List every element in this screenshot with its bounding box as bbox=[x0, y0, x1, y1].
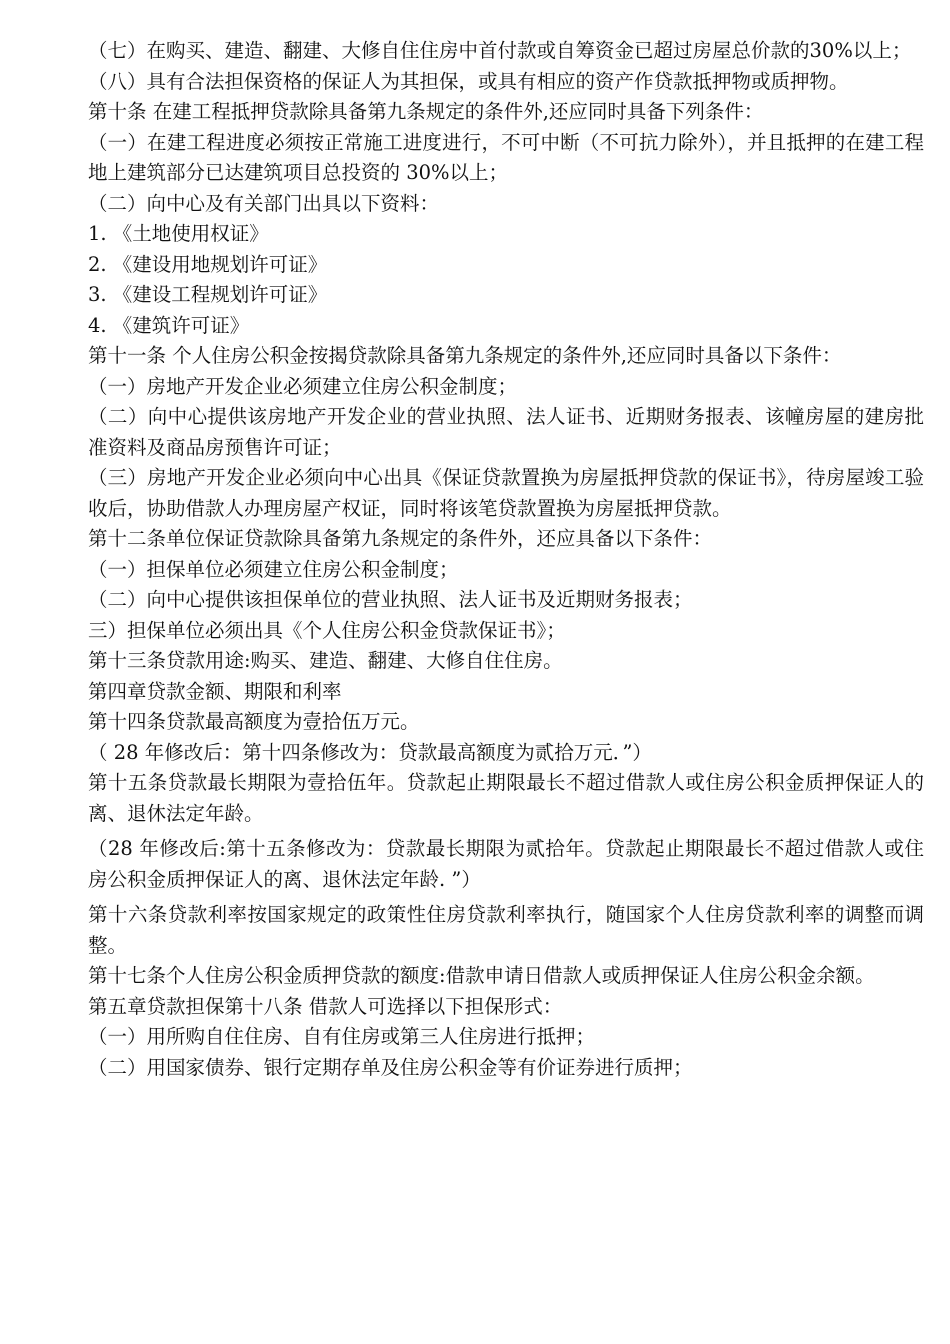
article-11-item-3: （三）房地产开发企业必须向中心出具《保证贷款置换为房屋抵押贷款的保证书》，待房屋竣工验收后，协助借款人办理房屋产权证，同时将该笔贷款置换为房屋抵押贷款。 bbox=[88, 466, 924, 520]
list-item-2: 2. 《建设用地规划许可证》 bbox=[88, 252, 328, 276]
article-15: 第十五条贷款最长期限为壹拾伍年。贷款起止期限最长不超过借款人或住房公积金质押保证人的离、退休法定年龄。 bbox=[88, 771, 924, 825]
article-16: 第十六条贷款利率按国家规定的政策性住房贷款利率执行，随国家个人住房贷款利率的调整而调整。 bbox=[88, 903, 924, 957]
article-12-item-3: 三）担保单位必须出具《个人住房公积金贷款保证书》； bbox=[88, 618, 566, 642]
article-12-item-2: （二）向中心提供该担保单位的营业执照、法人证书及近期财务报表； bbox=[88, 588, 693, 611]
article-13: 第十三条贷款用途:购买、建造、翻建、大修自住住房。 bbox=[88, 649, 563, 672]
article-10: 第十条 在建工程抵押贷款除具备第九条规定的条件外,还应同时具备下列条件： bbox=[88, 100, 764, 123]
paragraph-8: （八）具有合法担保资格的保证人为其担保，或具有相应的资产作贷款抵押物或质押物。 bbox=[88, 69, 849, 93]
chapter-5-article-18: 第五章贷款担保第十八条 借款人可选择以下担保形式： bbox=[88, 994, 563, 1018]
article-12: 第十二条单位保证贷款除具备第九条规定的条件外，还应具备以下条件： bbox=[88, 527, 713, 550]
article-14-amendment: （ 28 年修改后：第十四条修改为：贷款最高额度为贰拾万元．”） bbox=[88, 740, 652, 764]
article-10-item-1: （一）在建工程进度必须按正常施工进度进行，不可中断（不可抗力除外），并且抵押的在建工程地上建筑部分已达建筑项目总投资的 30%以上； bbox=[88, 130, 924, 184]
paragraph-7: （七）在购买、建造、翻建、大修自住住房中首付款或自筹资金已超过房屋总价款的30%以上； bbox=[88, 39, 912, 62]
article-11: 第十一条 个人住房公积金按揭贷款除具备第九条规定的条件外,还应同时具备以下条件： bbox=[88, 344, 842, 367]
article-11-item-1: （一）房地产开发企业必须建立住房公积金制度； bbox=[88, 374, 518, 398]
document-body bbox=[88, 36, 924, 1083]
list-item-4: 4. 《建筑许可证》 bbox=[88, 313, 250, 337]
article-18-item-2: （二）用国家债券、银行定期存单及住房公积金等有价证券进行质押； bbox=[88, 1055, 693, 1079]
chapter-4-heading: 第四章贷款金额、期限和利率 bbox=[88, 679, 342, 703]
article-11-item-2: （二）向中心提供该房地产开发企业的营业执照、法人证书、近期财务报表、该幢房屋的建房批准资料及商品房预售许可证； bbox=[88, 405, 924, 459]
article-17: 第十七条个人住房公积金质押贷款的额度:借款申请日借款人或质押保证人住房公积金余额。 bbox=[88, 964, 875, 987]
list-item-1: 1. 《土地使用权证》 bbox=[88, 222, 269, 245]
article-15-amendment: （28 年修改后:第十五条修改为：贷款最长期限为贰拾年。贷款起止期限最长不超过借款人或住房公积金质押保证人的离、退休法定年龄. ”） bbox=[88, 837, 924, 891]
article-12-item-1: （一）担保单位必须建立住房公积金制度； bbox=[88, 557, 459, 581]
article-10-item-2: （二）向中心及有关部门出具以下资料： bbox=[88, 191, 440, 215]
article-18-item-1: （一）用所购自住住房、自有住房或第三人住房进行抵押； bbox=[88, 1025, 596, 1048]
article-14: 第十四条贷款最高额度为壹拾伍万元。 bbox=[88, 710, 420, 733]
list-item-3: 3. 《建设工程规划许可证》 bbox=[88, 283, 328, 306]
